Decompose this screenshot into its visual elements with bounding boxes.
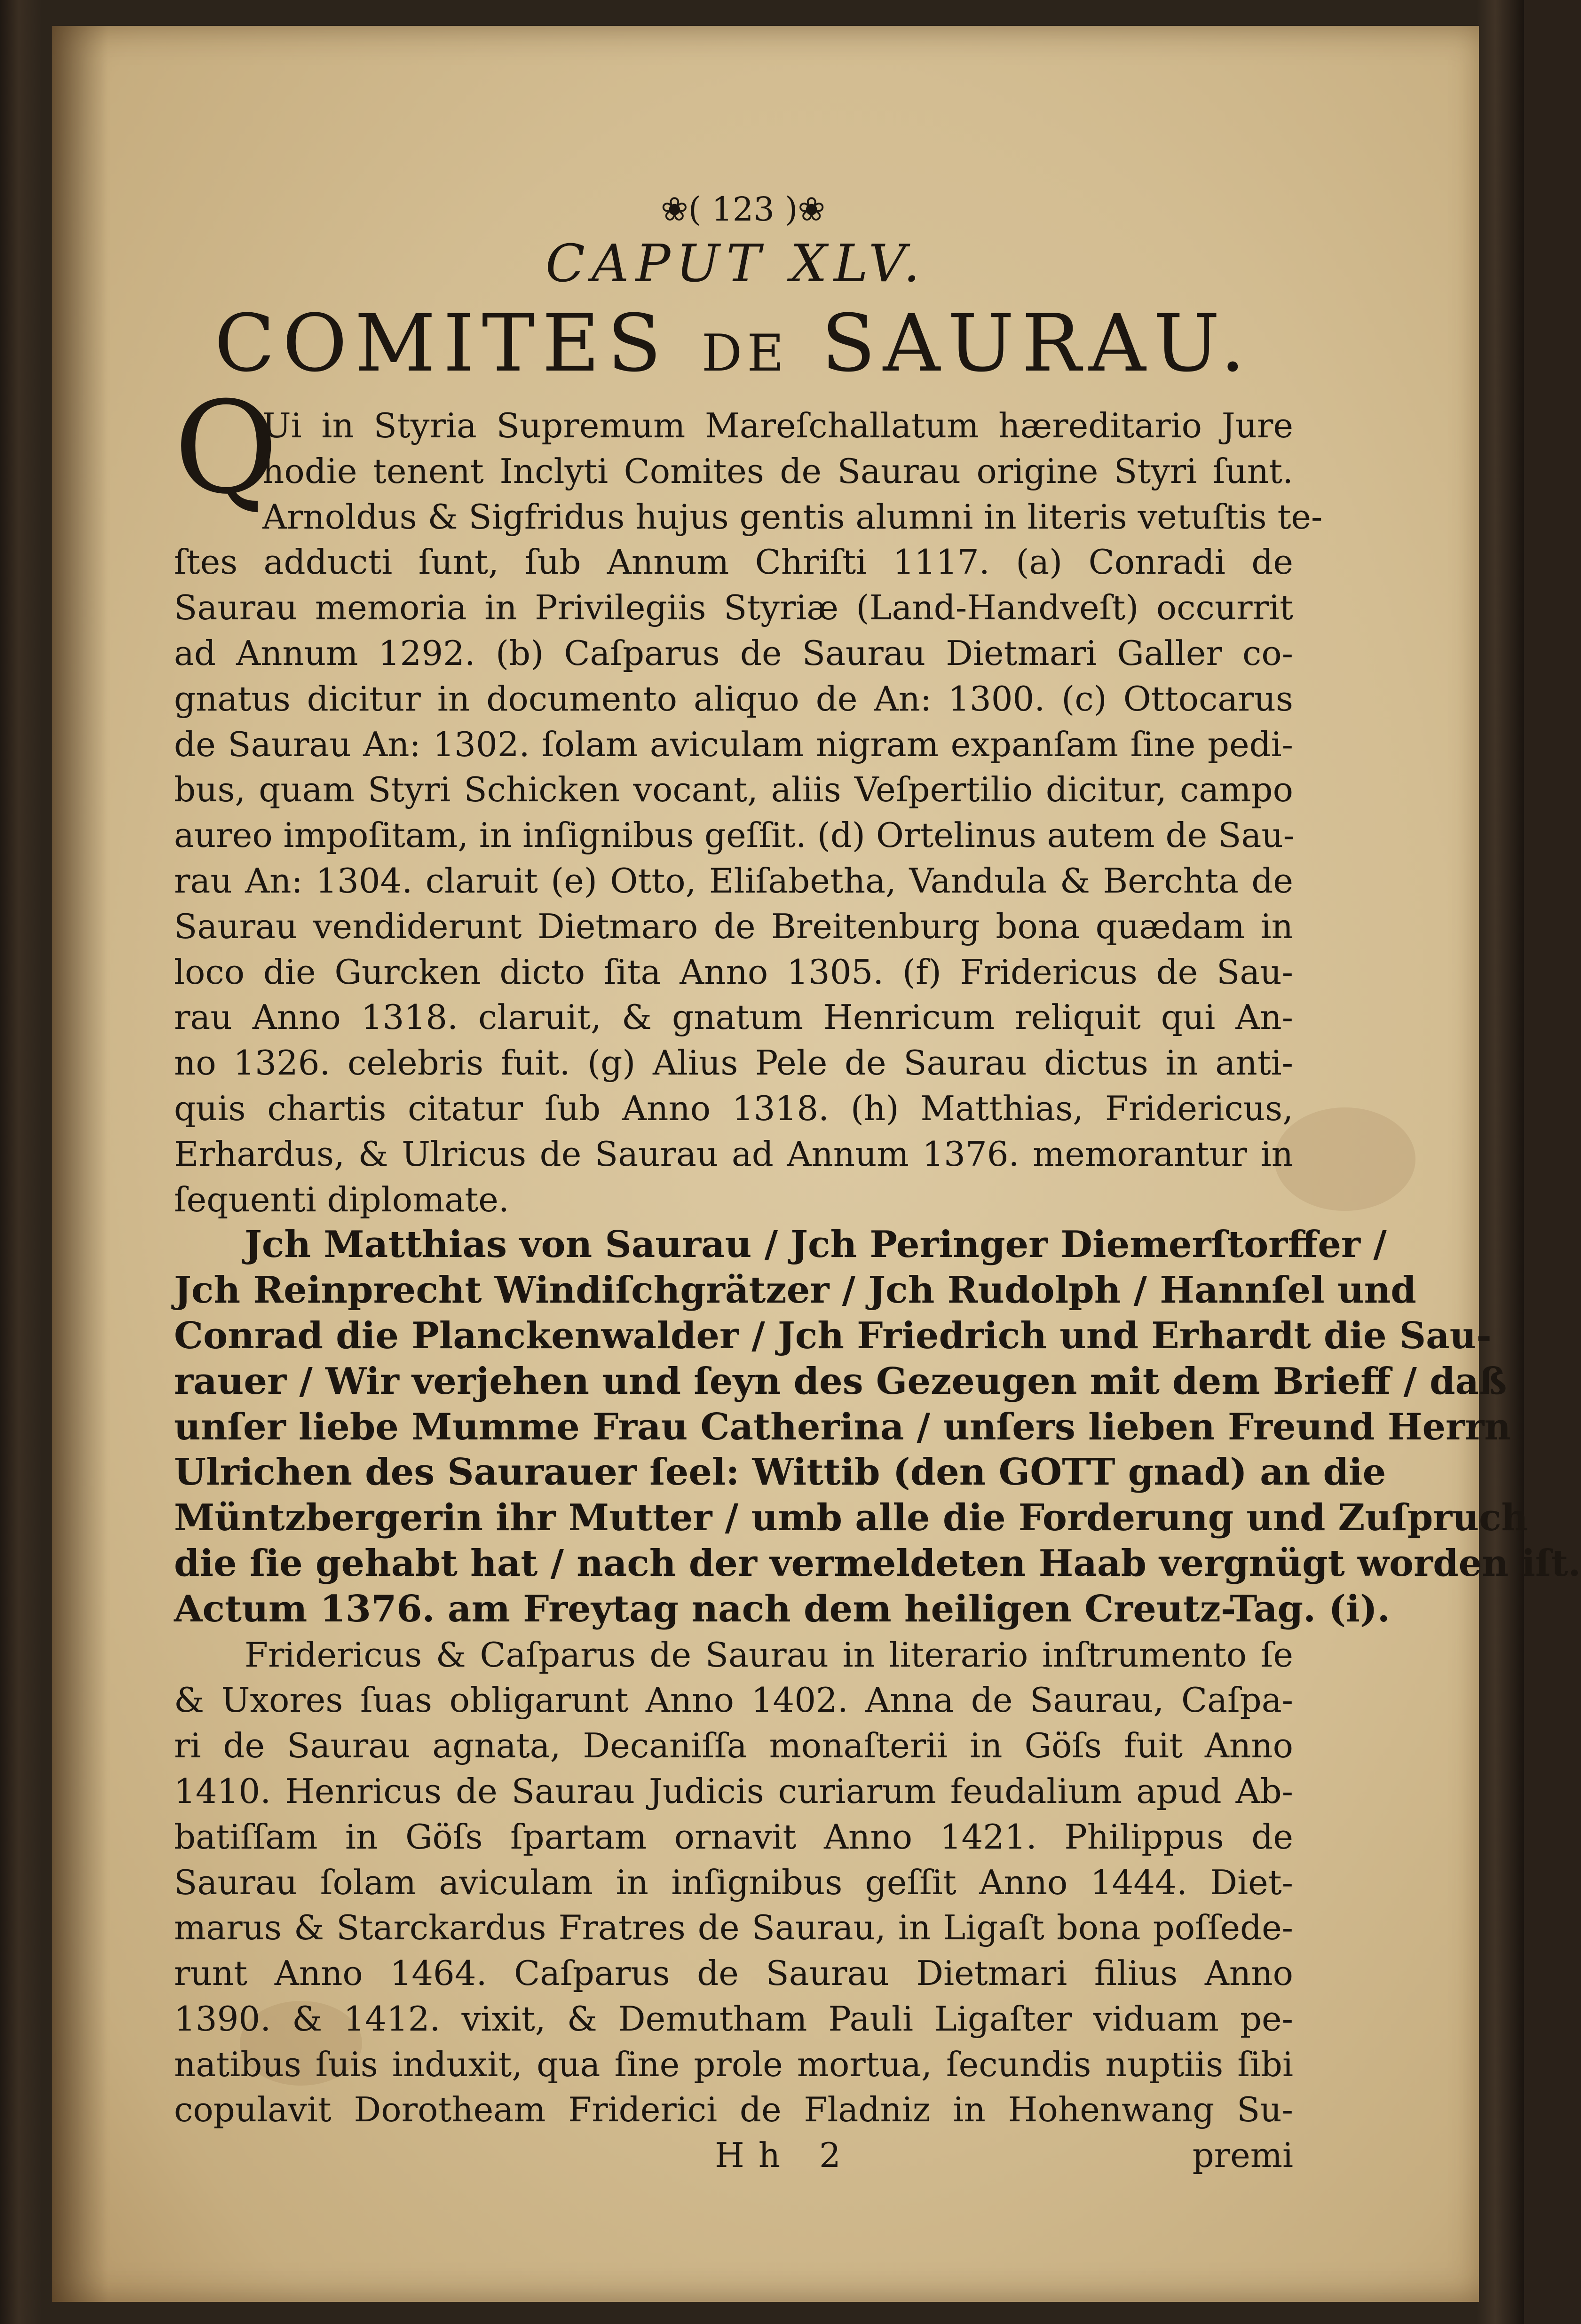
text-block [174,186,1581,2180]
text-line: rau Anno 1318. claruit, & gnatum Henricum reliquit qui An- [174,997,1293,1037]
text-line: ſtes adducti ſunt, ſub Annum Chriſti 1117. (a) Conradi de [174,542,1293,582]
title-saurau: SAURAU. [821,297,1253,389]
text-line: ri de Saurau agnata, Decaniſſa monaſterii in Göſs fuit Anno [174,1726,1293,1766]
text-line: 1390. & 1412. vixit, & Demutham Pauli Ligaſter viduam pe- [174,1999,1293,2039]
text-line: Ui in Styria Supremum Mareſchallatum hæreditario Jure [262,406,1293,445]
german-line: Ulrichen des Saurauer ſeel: Wittib (den GOTT gnad) an die [174,1451,1386,1494]
text-line: quis chartis citatur ſub Anno 1318. (h) Matthias, Fridericus, [174,1088,1293,1128]
text-line: de Saurau An: 1302. ſolam aviculam nigram expanſam ſine pedi- [174,724,1293,764]
text-line: bus, quam Styri Schicken vocant, aliis Veſpertilio dicitur, campo [174,770,1293,810]
text-line: Saurau vendiderunt Dietmaro de Breitenburg bona quædam in [174,906,1293,946]
text-line: runt Anno 1464. Caſparus de Saurau Dietmari filius Anno [174,1953,1293,1993]
german-line: rauer / Wir verjehen und ſeyn des Gezeugen mit dem Brieff / daß [174,1360,1507,1403]
text-line: marus & Starckardus Fratres de Saurau, in Ligaſt bona poſſede- [174,1908,1293,1948]
text-line: Saurau ſolam aviculam in inſignibus geſſit Anno 1444. Diet- [174,1862,1293,1902]
ornament-left-icon: ❀( [660,190,701,229]
german-line: Conrad die Planckenwalder / Jch Friedrich und Erhardt die Sau- [174,1314,1492,1357]
text-line: Fridericus & Caſparus de Saurau in literario inſtrumento ſe [245,1635,1293,1675]
title-de: DE [701,324,789,383]
german-line: die ſie gehabt hat / nach der vermeldeten Haab vergnügt worden iſt. [174,1541,1581,1585]
text-line: batiſſam in Göſs ſpartam ornavit Anno 1421. Philippus de [174,1817,1293,1857]
paper-stain [1274,1107,1415,1211]
german-line: Müntzbergerin ihr Mutter / umb alle die Forderung und Zuſpruch [174,1496,1528,1540]
page-number: 123 [711,190,775,229]
text-line: aureo impoſitam, in inſignibus geſſit. (d) Ortelinus autem de Sau- [174,815,1295,855]
text-line: Erhardus, & Ulricus de Saurau ad Annum 1376. memorantur in [174,1134,1293,1174]
drop-cap: Q [174,374,278,522]
text-line: Arnoldus & Sigfridus hujus gentis alumni in literis vetuſtis te- [262,497,1323,537]
text-line: hodie tenent Inclyti Comites de Saurau origine Styri ſunt. [262,451,1293,491]
german-line: unſer liebe Mumme Frau Catherina / unſers lieben Freund Herrn [174,1405,1511,1448]
catchword: premi [1192,2135,1293,2175]
german-line: Jch Matthias von Saurau / Jch Peringer Diemerſtorffer / [245,1223,1387,1266]
text-line: 1410. Henricus de Saurau Judicis curiarum feudalium apud Ab- [174,1771,1293,1811]
german-diploma [174,1222,1581,1632]
text-line: copulavit Dorotheam Friderici de Fladniz in Hohenwang Su- [174,2090,1293,2130]
gutter-shadow [52,26,108,2302]
text-line: gnatus dicitur in documento aliquo de An: 1300. (c) Ottocarus [174,679,1293,719]
text-line: & Uxores ſuas obligarunt Anno 1402. Anna de Saurau, Caſpa- [174,1680,1293,1720]
german-line: Jch Reinprecht Windiſchgrätzer / Jch Rudolph / Hannſel und [174,1269,1416,1312]
text-line: ſequenti diplomate. [174,1179,509,1219]
text-line: ad Annum 1292. (b) Caſparus de Saurau Dietmari Galler co- [174,633,1293,673]
page-footer [174,2133,1293,2180]
title-comites: COMITES [214,297,669,389]
text-line: natibus ſuis induxit, qua ſine prole mortua, ſecundis nuptiis ſibi [174,2044,1293,2084]
paragraph-latin-2 [174,1632,1293,2133]
paragraph-latin-1 [174,374,1323,1222]
text-line: rau An: 1304. claruit (e) Otto, Eliſabetha, Vandula & Berchta de [174,861,1293,901]
text-line: no 1326. celebris fuit. (g) Alius Pele de Saurau dictus in anti- [174,1043,1293,1083]
ornament-right-icon: )❀ [785,190,826,229]
chapter-heading: CAPUT XLV. [545,233,927,293]
text-line: loco die Gurcken dicto ſita Anno 1305. (f) Fridericus de Sau- [174,952,1293,992]
german-line: Actum 1376. am Freytag nach dem heiligen Creutz-Tag. (i). [174,1587,1390,1630]
signature-mark: Hh 2 [715,2135,855,2175]
page-header [193,186,1293,233]
book-page [52,26,1581,2302]
text-line: Saurau memoria in Privilegiis Styriæ (Land-Handveſt) occurrit [174,588,1293,628]
page-title [174,299,1293,398]
